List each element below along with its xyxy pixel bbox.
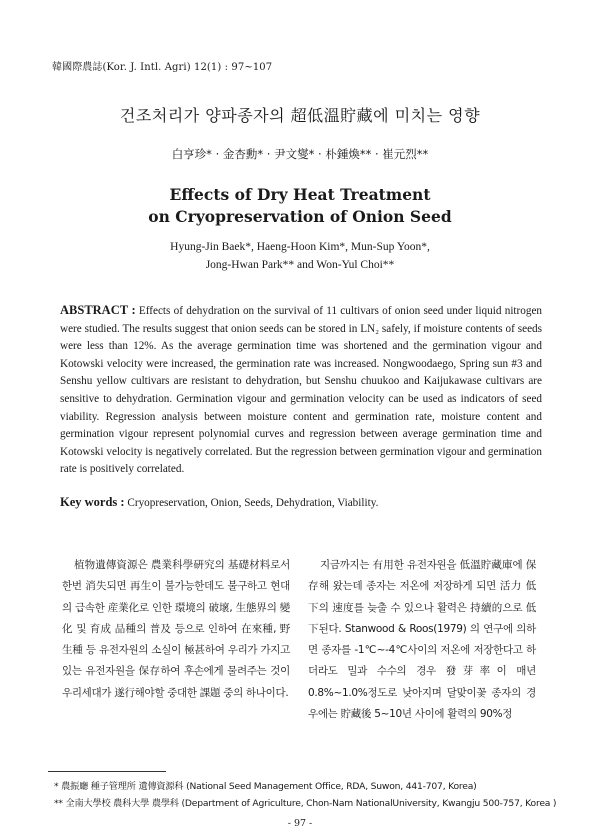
abstract [60,302,542,479]
footnote-1: * 農振廳 種子管理所 遺傳資源科 (National Seed Management Office, RDA, Suwon, 441-707, Korea) [54,781,477,792]
english-title-line1: Effects of Dry Heat Treatment [169,185,431,204]
footnote-divider [48,771,166,772]
korean-title: 건조처리가 양파종자의 超低溫貯藏에 미치는 영향 [119,106,481,125]
body-column-right: 지금까지는 有用한 유전자원을 低溫貯藏庫에 保存해 왔는데 종자는 저온에 저장하게 되면 活力 低下의 速度를 늦출 수 있으나 활력은 持續的으로 低下된다. Stanwood & Roos(1979) 의 연구에 의하면 종자를 -1℃~-4℃사이의 저온에 저장한다고 하더라도 밀과 수수의 경우 發芽率이 매년 0.8%~1.0%정도로 낮아지며 달맞이꽃 종자의 경우에는 貯藏後 5~10년 사이에 활력의 90%정 [308,559,536,721]
keywords [60,495,542,510]
body-column-left: 植物遺傳資源은 農業科學硏究의 基礎材料로서 한번 消失되면 再生이 불가능한데도 불구하고 현대의 급속한 産業化로 인한 環境의 破壞, 生態界의 變化 및 育成 品種의 普及 등으로 인하여 在來種, 野生種 등 유전자원의 소실이 極甚하여 우리가 가지고 있는 유전자원을 保存하여 후손에게 물려주는 것이 우리세대가 遂行해야할 중대한 課題 중의 하나이다. [62,559,290,699]
english-authors [0,238,600,274]
keywords-label: Key words : [60,495,125,509]
footnote-2: ** 全南大學校 農科大學 農學科 (Department of Agriculture, Chon-Nam NationalUniversity, Kwangju 500-757, Korea ) [54,798,557,809]
abstract-text: Effects of dehydration on the survival of 11 cultivars of onion seed under liquid nitrogen were studied. The results suggest that onion seeds can be stored in LN₂ safely, if moisture contents of seeds were less than 12%. As the average germination time was shortened and the germination vigour and Kotowski velocity were increased, the germination rate was increased. Nongwoodaego, Spring sun #3 and Senshu yellow cultivars are resistant to dehydration, but Senshu chuukoo and Kaijukawase cultivars are sensitive to dehydration. Germination vigour and germination velocity can be used as indicators of seed viability. Regression analysis between moisture content and germination rate, moisture content and germination vigour represent polynomial curves and regression between average germination time and Kotowski velocity is negatively correlated. But the regression between germination vigour and germination rate is positively correlated. [60,305,543,476]
english-authors-line2: Jong-Hwan Park** and Won-Yul Choi** [205,259,395,271]
keywords-text: Cryopreservation, Onion, Seeds, Dehydration, Viability. [127,497,379,509]
english-authors-line1: Hyung-Jin Baek*, Haeng-Hoon Kim*, Mun-Sup Yoon*, [170,241,430,253]
page-number: - 97 - [287,818,313,829]
korean-authors: 白亨珍* · 金杏勳* · 尹文燮* · 朴鍾煥** · 崔元烈** [171,147,429,161]
journal-header: 韓國際農誌(Kor. J. Intl. Agri) 12(1) : 97~107 [52,62,273,73]
abstract-label: ABSTRACT : [60,303,136,317]
english-title [0,184,600,228]
english-title-line2: on Cryopreservation of Onion Seed [148,207,452,226]
